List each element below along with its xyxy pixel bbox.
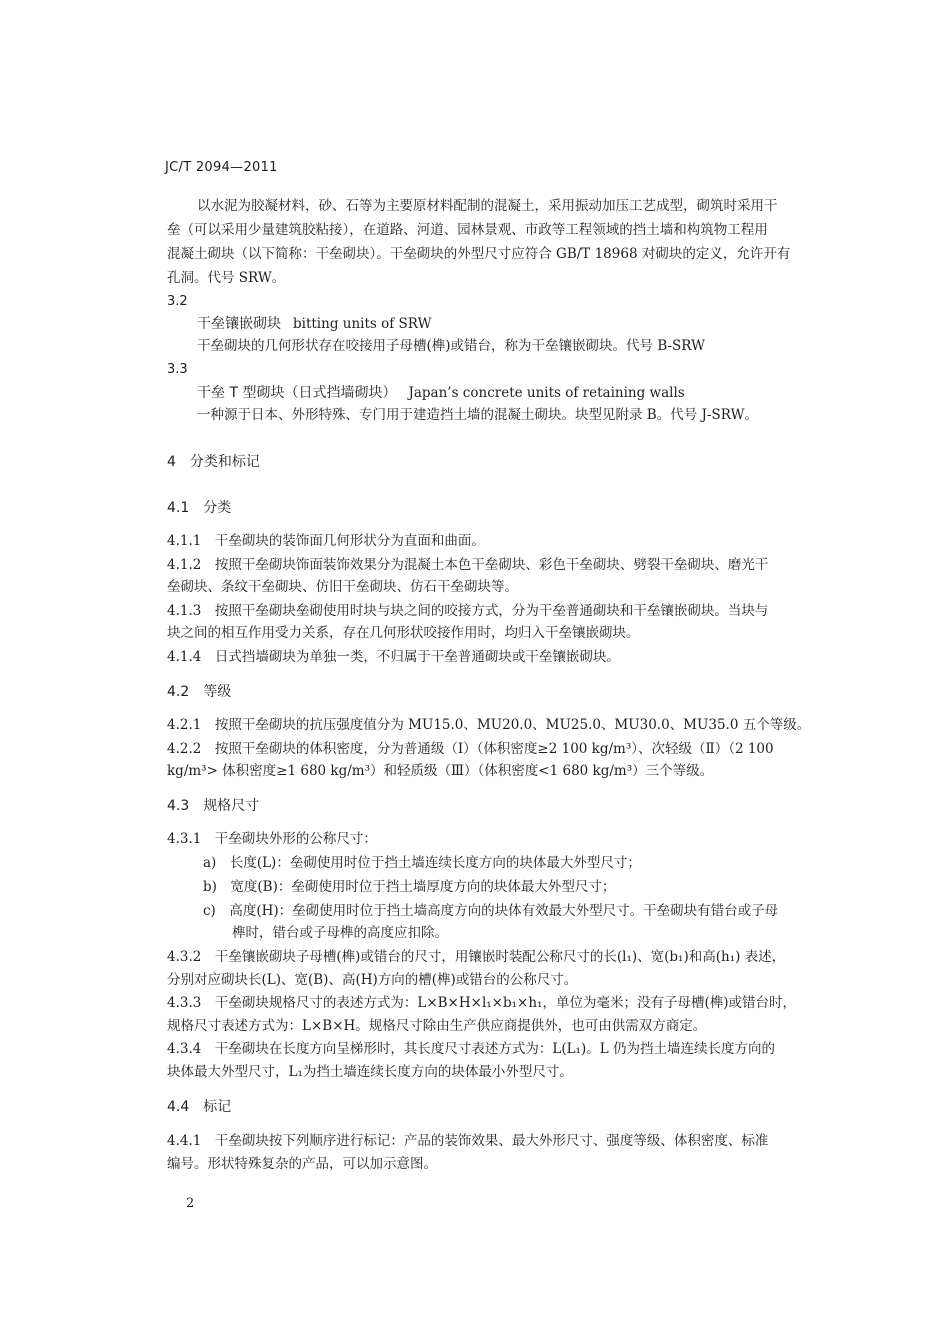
clause-4-3-3-cont: 规格尺寸表述方式为：L×B×H。规格尺寸除由生产供应商提供外，也可由供需双方商定。 [167, 1018, 707, 1034]
list-item-height-cont: 榫时，错台或子母榫的高度应扣除。 [232, 925, 448, 941]
clause-4-4-1-cont: 编号。形状特殊复杂的产品，可以加示意图。 [167, 1156, 437, 1172]
intro-line-2: 垒（可以采用少量建筑胶粘接），在道路、河道、园林景观、市政等工程领域的挡土墙和构筑物工程用 [167, 222, 768, 238]
clause-4-1-3: 4.1.3 按照干垒砌块垒砌使用时块与块之间的咬接方式，分为干垒普通砌块和干垒镶嵌砌块。当块与 [167, 603, 769, 619]
clause-4-1-3-cont: 块之间的相互作用受力关系，存在几何形状咬接作用时，均归入干垒镶嵌砌块。 [167, 625, 640, 641]
intro-line-1: 以水泥为胶凝材料，砂、石等为主要原材料配制的混凝土，采用振动加压工艺成型，砌筑时采用干 [197, 198, 778, 214]
document-code: JC/T 2094—2011 [165, 160, 278, 175]
clause-4-3-4-cont: 块体最大外型尺寸，L₁为挡土墙连续长度方向的块体最小外型尺寸。 [167, 1064, 573, 1080]
clause-4-2-2: 4.2.2 按照干垒砌块的体积密度，分为普通级（Ⅰ）（体积密度≥2 100 kg/m³）、次轻级（Ⅱ）（2 100 [167, 741, 774, 757]
section-3-3-term-en: Japan’s concrete units of retaining walls [408, 385, 685, 401]
clause-4-1-2-cont: 垒砌块、条纹干垒砌块、仿旧干垒砌块、仿石干垒砌块等。 [167, 579, 518, 595]
section-3-3-term [197, 383, 867, 403]
section-3-2-term [197, 314, 867, 334]
section-4-1-heading: 4.1 分类 [167, 500, 232, 516]
clause-4-3-1: 4.3.1 干垒砌块外形的公称尺寸： [167, 831, 377, 847]
section-4-heading: 4 分类和标记 [167, 454, 260, 470]
clause-4-2-1: 4.2.1 按照干垒砌块的抗压强度值分为 MU15.0、MU20.0、MU25.0、MU30.0、MU35.0 五个等级。 [167, 717, 811, 733]
section-3-2-definition: 干垒砌块的几何形状存在咬接用子母槽(榫)或错台，称为干垒镶嵌砌块。代号 B-SRW [197, 338, 706, 354]
section-3-3-number: 3.3 [167, 362, 188, 377]
section-4-3-heading: 4.3 规格尺寸 [167, 798, 260, 814]
section-4-2-heading: 4.2 等级 [167, 684, 232, 700]
list-item-width: b) 宽度(B)：垒砌使用时位于挡土墙厚度方向的块体最大外型尺寸； [203, 879, 616, 895]
clause-4-1-4: 4.1.4 日式挡墙砌块为单独一类，不归属于干垒普通砌块或干垒镶嵌砌块。 [167, 649, 620, 665]
section-4-4-heading: 4.4 标记 [167, 1099, 232, 1115]
section-3-3-term-cn: 干垒 T 型砌块（日式挡墙砌块） [197, 385, 397, 401]
list-item-height: c) 高度(H)：垒砌使用时位于挡土墙高度方向的块体有效最大外型尺寸。干垒砌块有错台或子母 [203, 903, 779, 919]
clause-4-3-2: 4.3.2 干垒镶嵌砌块子母槽(榫)或错台的尺寸，用镶嵌时装配公称尺寸的长(l₁)、宽(b₁)和高(h₁) 表述， [167, 949, 786, 965]
clause-4-2-2-cont: kg/m³> 体积密度≥1 680 kg/m³）和轻质级（Ⅲ）（体积密度<1 680 kg/m³）三个等级。 [167, 763, 714, 779]
section-3-3-definition: 一种源于日本、外形特殊、专门用于建造挡土墙的混凝土砌块。块型见附录 B。代号 J-SRW。 [197, 407, 758, 423]
page-number: 2 [186, 1196, 195, 1211]
list-item-length: a) 长度(L)：垒砌使用时位于挡土墙连续长度方向的块体最大外型尺寸； [203, 855, 641, 871]
intro-line-4: 孔洞。代号 SRW。 [167, 270, 286, 286]
section-3-2-number: 3.2 [167, 294, 188, 309]
intro-line-3: 混凝土砌块（以下简称：干垒砌块）。干垒砌块的外型尺寸应符合 GB/T 18968 对砌块的定义，允许开有 [167, 246, 791, 262]
clause-4-1-1: 4.1.1 干垒砌块的装饰面几何形状分为直面和曲面。 [167, 533, 485, 549]
section-3-2-term-en: bitting units of SRW [293, 316, 432, 332]
clause-4-3-3: 4.3.3 干垒砌块规格尺寸的表述方式为：L×B×H×l₁×b₁×h₁，单位为毫米；没有子母槽(榫)或错台时， [167, 995, 796, 1011]
section-3-2-term-cn: 干垒镶嵌砌块 [197, 316, 281, 332]
clause-4-1-2: 4.1.2 按照干垒砌块饰面装饰效果分为混凝土本色干垒砌块、彩色干垒砌块、劈裂干垒砌块、磨光干 [167, 557, 769, 573]
clause-4-3-4: 4.3.4 干垒砌块在长度方向呈梯形时，其长度尺寸表述方式为：L(L₁)。L 仍为挡土墙连续长度方向的 [167, 1041, 775, 1057]
clause-4-4-1: 4.4.1 干垒砌块按下列顺序进行标记：产品的装饰效果、最大外形尺寸、强度等级、体积密度、标准 [167, 1133, 769, 1149]
clause-4-3-2-cont: 分别对应砌块长(L)、宽(B)、高(H)方向的槽(榫)或错台的公称尺寸。 [167, 972, 578, 988]
